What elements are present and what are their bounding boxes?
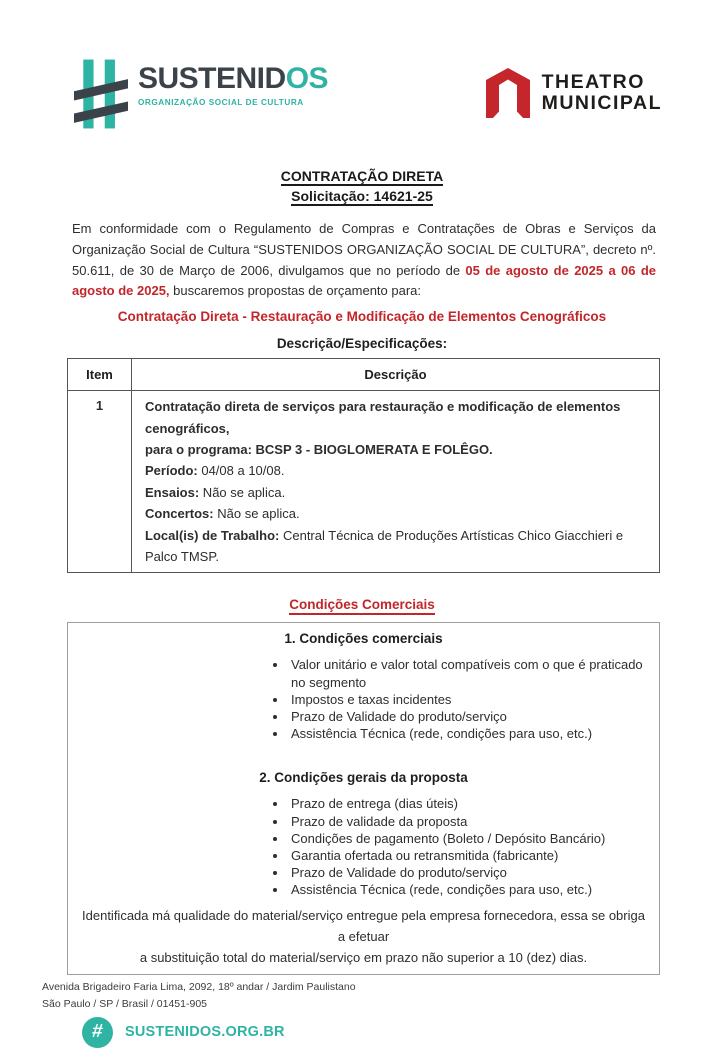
hash-logo-icon: [74, 58, 128, 130]
footer-address: [42, 979, 724, 1013]
field-periodo-value: 04/08 a 10/08.: [197, 463, 285, 479]
table-header-descricao: Descrição: [132, 359, 660, 391]
table-row: [68, 391, 660, 573]
spec-heading: Descrição/Especificações:: [276, 336, 448, 352]
intro-part1: Em conformidade com o Regulamento de Compras e Contratações de Obras e Serviços da Organização Social de Cultura “SUSTENIDOS ORGANIZAÇÃO SOCIAL DE CULTURA”, decreto nº. 50.611, de 30 de Março de 2006, divulgamos que no período de: [72, 221, 656, 278]
sustenidos-tagline: ORGANIZAÇÃO SOCIAL DE CULTURA: [138, 98, 304, 107]
list-item: • Prazo de Validade do produto/serviço: [288, 864, 655, 881]
field-local-value: Central Técnica de Produções Artísticas Chico Giacchieri e Palco TMSP.: [145, 527, 624, 565]
table-header-item: Item: [68, 359, 132, 391]
list-item: • Prazo de entrega (dias úteis): [288, 795, 655, 812]
subject-heading: Contratação Direta - Restauração e Modificação de Elementos Cenográficos: [117, 309, 607, 325]
list-item: • Condições de pagamento (Boleto / Depósito Bancário): [288, 830, 655, 847]
list-item: • Prazo de Validade do produto/serviço: [288, 708, 655, 725]
list-item: • Impostos e taxas incidentes: [288, 691, 655, 708]
field-concertos-value: Não se aplica.: [213, 506, 300, 522]
intro-date-range: 05 de agosto de 2025 a 06 de agosto de 2025,: [72, 262, 656, 299]
title-line1: CONTRATAÇÃO DIRETA: [280, 168, 444, 184]
description-bold-line2: para o programa: BCSP 3 - BIOGLOMERATA E FOLÊGO.: [145, 442, 493, 457]
commercial-conditions-box: [67, 622, 660, 974]
arch-icon: [486, 68, 530, 118]
table-header-row: [68, 359, 660, 391]
theatro-wordmark: [542, 72, 662, 114]
list-item: • Assistência Técnica (rede, condições para uso, etc.): [288, 725, 655, 742]
field-periodo-label: Período:: [145, 463, 198, 479]
address-line1: Avenida Brigadeiro Faria Lima, 2092, 18º andar / Jardim Paulistano: [42, 980, 356, 993]
section1-list: [68, 656, 655, 742]
footer-brand: [82, 1017, 724, 1048]
list-item: • Prazo de validade da proposta: [288, 813, 655, 830]
field-local-trabalho: [145, 525, 649, 568]
theatro-line2: MUNICIPAL: [541, 92, 662, 114]
list-item: • Valor unitário e valor total compatíveis com o que é praticado no segmento: [288, 656, 655, 690]
address-line2: São Paulo / SP / Brasil / 01451-905: [42, 997, 207, 1010]
section2-title: 2. Condições gerais da proposta: [259, 770, 468, 786]
list-item: • Garantia ofertada ou retransmitida (fabricante): [288, 847, 655, 864]
theatro-municipal-logo: [486, 68, 662, 118]
intro-paragraph: [72, 219, 656, 302]
list-item: • Assistência Técnica (rede, condições para uso, etc.): [288, 881, 655, 898]
table-cell-description: [132, 391, 660, 573]
description-bold-line1: Contratação direta de serviços para restauração e modificação de elementos cenográficos,: [145, 399, 621, 436]
commercial-conditions-heading-text: Condições Comerciais: [289, 597, 435, 615]
section2-list: [68, 795, 655, 898]
quality-note-line1: Identificada má qualidade do material/serviço entregue pela empresa fornecedora, essa se obriga a efetuar: [82, 907, 645, 944]
intro-part2: buscaremos propostas de orçamento para:: [169, 283, 422, 299]
sustenidos-logo: [74, 58, 328, 130]
document-title: [0, 166, 724, 206]
theatro-line1: THEATRO: [541, 71, 645, 93]
page-header: [0, 0, 724, 136]
title-line2: Solicitação: 14621-25: [291, 188, 433, 204]
field-concertos: [145, 503, 649, 524]
commercial-conditions-heading: [0, 597, 724, 615]
field-concertos-label: Concertos:: [145, 506, 214, 522]
hash-glyph: #: [91, 1020, 104, 1042]
field-local-label: Local(is) de Trabalho:: [145, 527, 280, 543]
field-periodo: [145, 460, 649, 481]
description-table: [67, 358, 660, 573]
field-ensaios-label: Ensaios:: [145, 484, 200, 500]
field-ensaios: [145, 482, 649, 503]
site-url-text: SUSTENIDOS.ORG.BR: [125, 1024, 285, 1041]
table-cell-item: 1: [68, 391, 132, 573]
field-ensaios-value: Não se aplica.: [199, 484, 286, 500]
hash-circle-icon: [82, 1017, 113, 1048]
quality-note-line2: a substituição total do material/serviço em prazo não superior a 10 (dez) dias.: [139, 949, 588, 965]
section1-title: 1. Condições comerciais: [284, 631, 443, 647]
sustenidos-wordmark: SUSTENIDOS: [138, 62, 329, 95]
quality-note: [68, 905, 659, 968]
sustenidos-logotype: [138, 64, 328, 107]
